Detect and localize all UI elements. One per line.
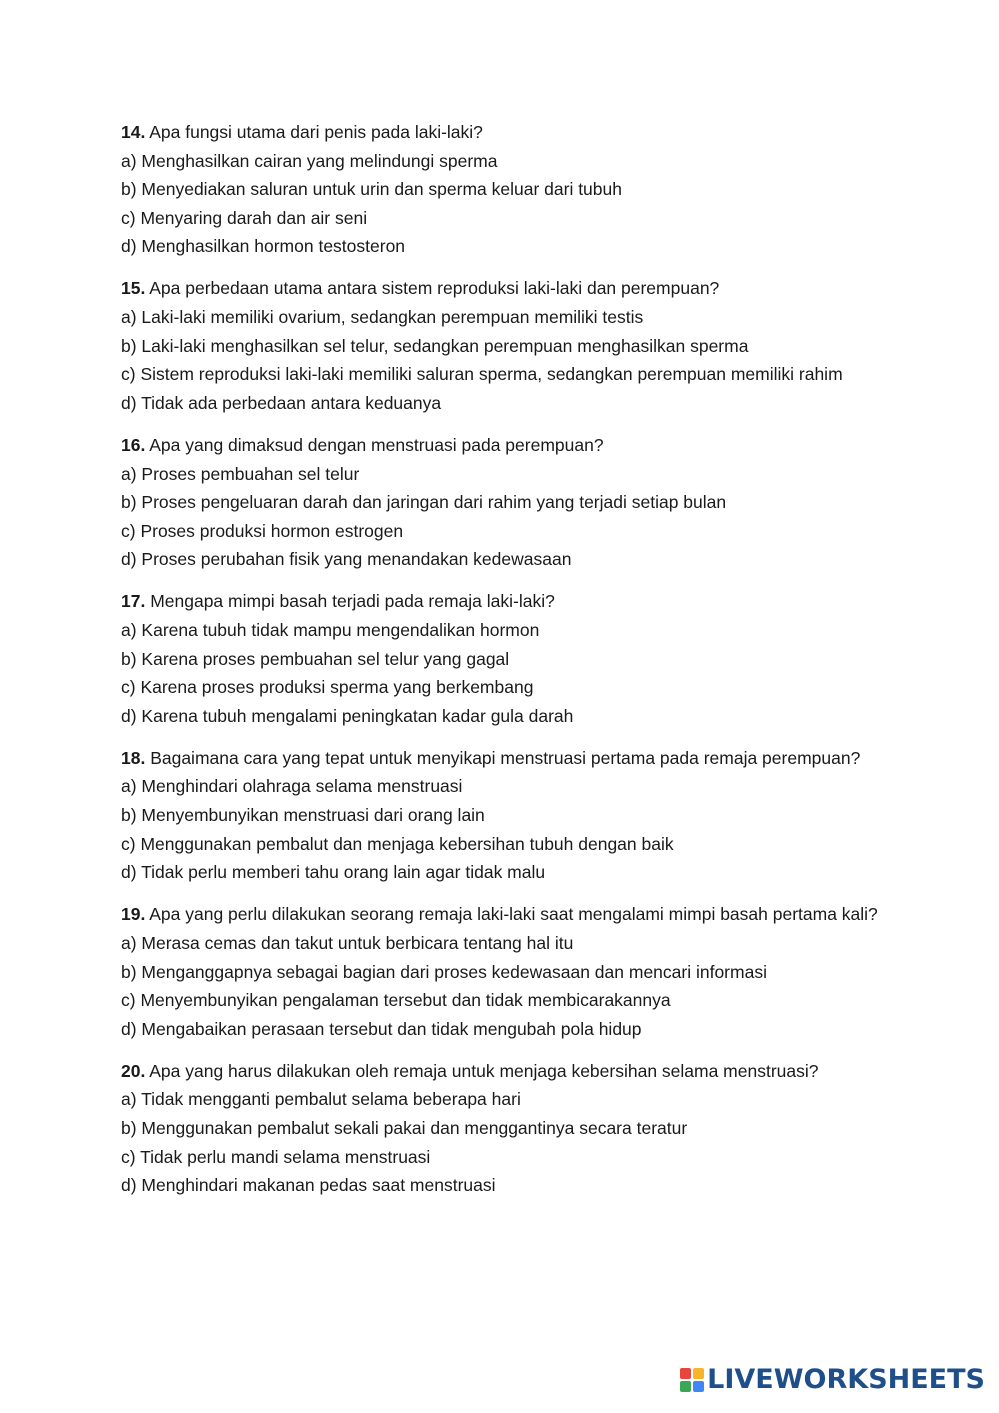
question-19 <box>121 900 891 1043</box>
question-14 <box>121 118 891 261</box>
option-d[interactable]: d) Tidak perlu memberi tahu orang lain agar tidak malu <box>121 862 546 883</box>
question-number: 14. <box>121 122 146 142</box>
option-c[interactable]: c) Menyembunyikan pengalaman tersebut dan tidak membicarakannya <box>121 990 671 1011</box>
option-b[interactable]: b) Menyembunyikan menstruasi dari orang lain <box>121 805 485 826</box>
option-d[interactable]: d) Tidak ada perbedaan antara keduanya <box>121 392 442 413</box>
option-d[interactable]: d) Mengabaikan perasaan tersebut dan tidak mengubah pola hidup <box>121 1018 642 1039</box>
option-a[interactable]: a) Proses pembuahan sel telur <box>121 463 360 484</box>
option-c[interactable]: c) Sistem reproduksi laki-laki memiliki saluran sperma, sedangkan perempuan memiliki rahim <box>121 364 843 385</box>
worksheet-page <box>121 118 891 1213</box>
logo-tile <box>693 1368 704 1379</box>
option-a[interactable]: a) Karena tubuh tidak mampu mengendalikan hormon <box>121 620 540 640</box>
option-b[interactable]: b) Menggunakan pembalut sekali pakai dan menggantinya secara teratur <box>121 1118 688 1138</box>
option-c[interactable]: c) Proses produksi hormon estrogen <box>121 520 404 541</box>
logo-tile <box>693 1381 704 1392</box>
question-17 <box>121 587 891 730</box>
option-d[interactable]: d) Menghindari makanan pedas saat menstruasi <box>121 1175 496 1196</box>
option-c[interactable]: c) Tidak perlu mandi selama menstruasi <box>121 1146 431 1167</box>
option-b[interactable]: b) Menyediakan saluran untuk urin dan sperma keluar dari tubuh <box>121 179 622 200</box>
option-b[interactable]: b) Karena proses pembuahan sel telur yang gagal <box>121 648 510 669</box>
option-d[interactable]: d) Menghasilkan hormon testosteron <box>121 236 406 257</box>
logo-tile <box>680 1368 691 1379</box>
option-a[interactable]: a) Merasa cemas dan takut untuk berbicara tentang hal itu <box>121 932 574 953</box>
question-text: 18. Bagaimana cara yang tepat untuk menyikapi menstruasi pertama pada remaja perempuan? <box>121 747 861 768</box>
option-a[interactable]: a) Tidak mengganti pembalut selama beberapa hari <box>121 1089 521 1110</box>
option-b[interactable]: b) Proses pengeluaran darah dan jaringan dari rahim yang terjadi setiap bulan <box>121 492 727 513</box>
question-number: 16. <box>121 434 146 455</box>
question-number: 18. <box>121 747 146 768</box>
logo-tile <box>680 1381 691 1392</box>
question-18 <box>121 744 891 887</box>
option-b[interactable]: b) Menganggapnya sebagai bagian dari proses kedewasaan dan mencari informasi <box>121 961 767 982</box>
question-text: 19. Apa yang perlu dilakukan seorang remaja laki-laki saat mengalami mimpi basah pertama kali? <box>121 904 878 925</box>
option-c[interactable]: c) Karena proses produksi sperma yang berkembang <box>121 677 534 698</box>
question-text: 16. Apa yang dimaksud dengan menstruasi pada perempuan? <box>121 434 604 455</box>
option-c[interactable]: c) Menggunakan pembalut dan menjaga kebersihan tubuh dengan baik <box>121 833 674 854</box>
question-text: 20. Apa yang harus dilakukan oleh remaja untuk menjaga kebersihan selama menstruasi? <box>121 1060 819 1081</box>
question-15 <box>121 274 891 417</box>
question-number: 17. <box>121 591 146 612</box>
option-a[interactable]: a) Menghasilkan cairan yang melindungi sperma <box>121 150 498 171</box>
question-number: 20. <box>121 1060 146 1081</box>
option-c[interactable]: c) Menyaring darah dan air seni <box>121 207 368 228</box>
question-number: 15. <box>121 278 146 299</box>
brand-name: LIVEWORKSHEETS <box>707 1364 985 1395</box>
question-text: 17. Mengapa mimpi basah terjadi pada remaja laki-laki? <box>121 591 555 612</box>
liveworksheets-logo-icon <box>680 1368 704 1392</box>
question-16 <box>121 431 891 574</box>
question-text: 14. Apa fungsi utama dari penis pada laki-laki? <box>121 122 483 142</box>
option-b[interactable]: b) Laki-laki menghasilkan sel telur, sedangkan perempuan menghasilkan sperma <box>121 335 749 356</box>
question-20 <box>121 1057 891 1200</box>
option-d[interactable]: d) Proses perubahan fisik yang menandakan kedewasaan <box>121 549 572 570</box>
question-number: 19. <box>121 904 146 925</box>
option-d[interactable]: d) Karena tubuh mengalami peningkatan kadar gula darah <box>121 705 574 726</box>
option-a[interactable]: a) Laki-laki memiliki ovarium, sedangkan perempuan memiliki testis <box>121 307 644 328</box>
question-text: 15. Apa perbedaan utama antara sistem reproduksi laki-laki dan perempuan? <box>121 278 720 299</box>
liveworksheets-brand <box>680 1364 985 1395</box>
option-a[interactable]: a) Menghindari olahraga selama menstruasi <box>121 776 463 797</box>
